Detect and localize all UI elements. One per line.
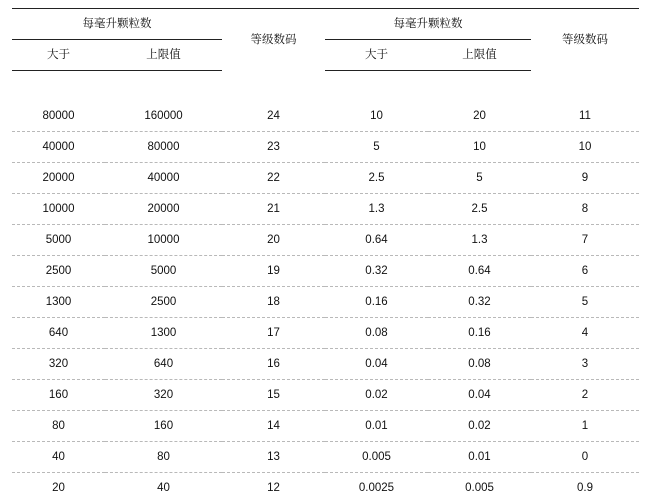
table-row (12, 225, 639, 256)
cell-greater-than-left: 80000 (12, 101, 105, 132)
table-header (12, 9, 639, 71)
table-row (12, 132, 639, 163)
cell-upper-limit-right: 0.64 (428, 256, 531, 287)
cell-upper-limit-right: 1.3 (428, 225, 531, 256)
cell-upper-limit-left: 160000 (105, 101, 222, 132)
cell-greater-than-right: 0.0025 (325, 473, 428, 503)
table-body (12, 71, 639, 503)
table-row (12, 349, 639, 380)
cell-upper-limit-right: 0.08 (428, 349, 531, 380)
table-row (12, 380, 639, 411)
cell-code-left: 19 (222, 256, 325, 287)
cell-code-left: 23 (222, 132, 325, 163)
cell-greater-than-left: 5000 (12, 225, 105, 256)
spacer-cell (325, 71, 428, 102)
cell-code-right: 6 (531, 256, 639, 287)
cell-greater-than-right: 2.5 (325, 163, 428, 194)
spacer-cell (428, 71, 531, 102)
cell-upper-limit-right: 0.02 (428, 411, 531, 442)
cell-code-left: 18 (222, 287, 325, 318)
cell-code-left: 17 (222, 318, 325, 349)
cell-greater-than-left: 40000 (12, 132, 105, 163)
table-row (12, 163, 639, 194)
cell-upper-limit-left: 20000 (105, 194, 222, 225)
cell-upper-limit-right: 0.005 (428, 473, 531, 503)
cell-upper-limit-right: 0.01 (428, 442, 531, 473)
cell-upper-limit-right: 2.5 (428, 194, 531, 225)
cell-code-right: 8 (531, 194, 639, 225)
cell-upper-limit-right: 20 (428, 101, 531, 132)
cell-upper-limit-left: 80 (105, 442, 222, 473)
cell-code-right: 10 (531, 132, 639, 163)
cell-code-left: 16 (222, 349, 325, 380)
cell-upper-limit-right: 0.04 (428, 380, 531, 411)
spacer-cell (531, 71, 639, 102)
cell-upper-limit-right: 0.32 (428, 287, 531, 318)
spacer-cell (222, 71, 325, 102)
cell-upper-limit-left: 10000 (105, 225, 222, 256)
spacer-cell (12, 71, 105, 102)
group-header-particles-right: 每毫升颗粒数 (325, 9, 531, 40)
cell-code-right: 7 (531, 225, 639, 256)
cell-code-right: 11 (531, 101, 639, 132)
column-header-greater-than-right: 大于 (325, 40, 428, 71)
cell-code-right: 9 (531, 163, 639, 194)
cell-code-left: 24 (222, 101, 325, 132)
table-spacer-row (12, 71, 639, 102)
cell-upper-limit-left: 5000 (105, 256, 222, 287)
cell-code-right: 0.9 (531, 473, 639, 503)
column-header-greater-than-left: 大于 (12, 40, 105, 71)
cell-code-left: 14 (222, 411, 325, 442)
cell-greater-than-left: 1300 (12, 287, 105, 318)
cell-greater-than-right: 1.3 (325, 194, 428, 225)
table-row (12, 318, 639, 349)
cell-code-right: 0 (531, 442, 639, 473)
group-header-code-left: 等级数码 (222, 9, 325, 71)
table-row (12, 411, 639, 442)
cell-greater-than-right: 0.02 (325, 380, 428, 411)
cell-upper-limit-left: 2500 (105, 287, 222, 318)
group-header-code-right: 等级数码 (531, 9, 639, 71)
cell-upper-limit-left: 320 (105, 380, 222, 411)
cell-code-right: 2 (531, 380, 639, 411)
cell-upper-limit-left: 160 (105, 411, 222, 442)
table-group-header-row (12, 9, 639, 40)
cell-greater-than-right: 0.08 (325, 318, 428, 349)
column-header-upper-limit-left: 上限值 (105, 40, 222, 71)
table-row (12, 101, 639, 132)
cell-greater-than-right: 0.005 (325, 442, 428, 473)
cell-greater-than-right: 0.32 (325, 256, 428, 287)
table-row (12, 194, 639, 225)
cell-greater-than-left: 20 (12, 473, 105, 503)
cell-code-right: 5 (531, 287, 639, 318)
cell-greater-than-right: 0.64 (325, 225, 428, 256)
cell-greater-than-left: 160 (12, 380, 105, 411)
cell-upper-limit-right: 10 (428, 132, 531, 163)
table-row (12, 473, 639, 503)
cell-code-left: 21 (222, 194, 325, 225)
cell-greater-than-right: 0.16 (325, 287, 428, 318)
table-row (12, 256, 639, 287)
cell-code-right: 3 (531, 349, 639, 380)
cell-code-left: 22 (222, 163, 325, 194)
cell-greater-than-left: 320 (12, 349, 105, 380)
cell-upper-limit-left: 40 (105, 473, 222, 503)
cell-upper-limit-left: 1300 (105, 318, 222, 349)
cell-code-left: 13 (222, 442, 325, 473)
cell-greater-than-left: 2500 (12, 256, 105, 287)
cell-code-left: 15 (222, 380, 325, 411)
cell-upper-limit-right: 5 (428, 163, 531, 194)
cell-greater-than-right: 5 (325, 132, 428, 163)
cell-upper-limit-left: 80000 (105, 132, 222, 163)
cell-upper-limit-right: 0.16 (428, 318, 531, 349)
cell-code-right: 1 (531, 411, 639, 442)
cell-code-left: 20 (222, 225, 325, 256)
group-header-particles-left: 每毫升颗粒数 (12, 9, 222, 40)
particle-count-table (12, 8, 639, 503)
cell-code-right: 4 (531, 318, 639, 349)
cell-greater-than-left: 20000 (12, 163, 105, 194)
cell-upper-limit-left: 640 (105, 349, 222, 380)
cell-greater-than-right: 0.04 (325, 349, 428, 380)
cell-greater-than-left: 80 (12, 411, 105, 442)
cell-greater-than-right: 10 (325, 101, 428, 132)
cell-upper-limit-left: 40000 (105, 163, 222, 194)
table-row (12, 442, 639, 473)
cell-greater-than-left: 640 (12, 318, 105, 349)
cell-greater-than-left: 40 (12, 442, 105, 473)
cell-greater-than-right: 0.01 (325, 411, 428, 442)
column-header-upper-limit-right: 上限值 (428, 40, 531, 71)
cell-greater-than-left: 10000 (12, 194, 105, 225)
table-row (12, 287, 639, 318)
cell-code-left: 12 (222, 473, 325, 503)
spacer-cell (105, 71, 222, 102)
